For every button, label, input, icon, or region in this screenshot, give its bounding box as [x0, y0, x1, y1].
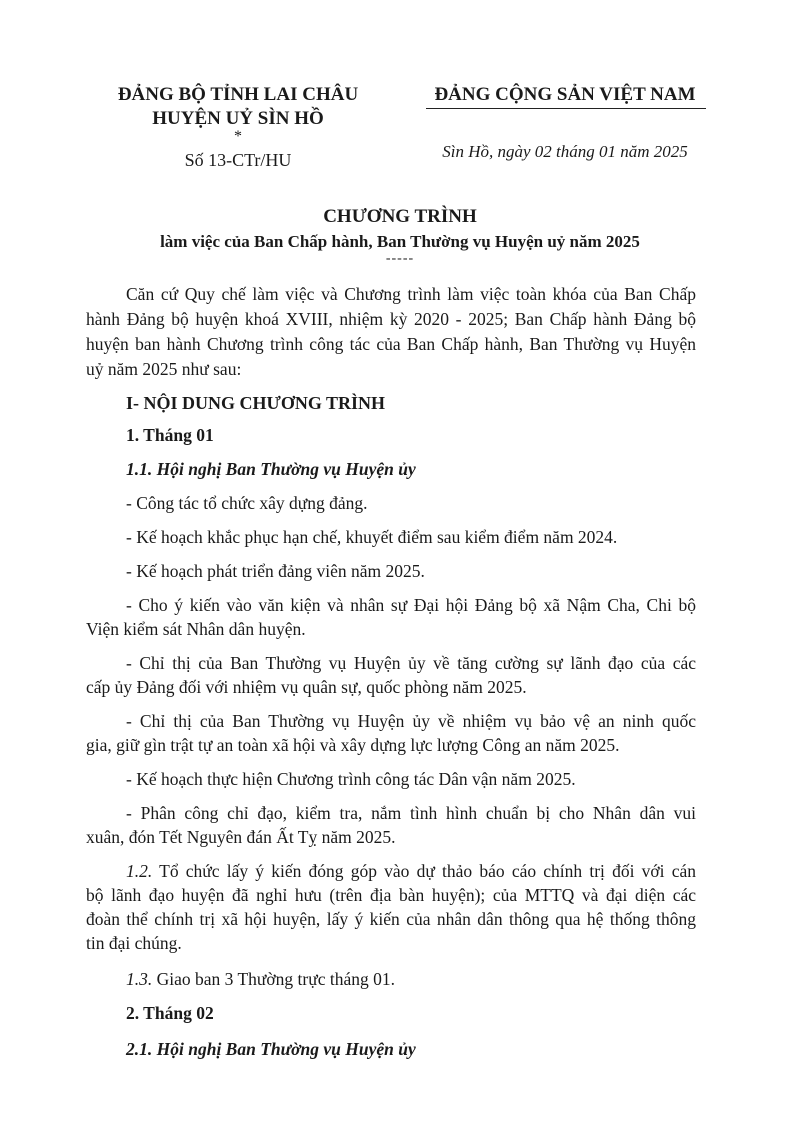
bullet-item-cont: xuân, đón Tết Nguyên đán Ất Tỵ năm 2025.: [86, 827, 396, 847]
subsection-heading: 2.1. Hội nghị Ban Thường vụ Huyện ủy: [126, 1039, 416, 1059]
intro-line: Căn cứ Quy chế làm việc và Chương trình làm việc toàn khóa của Ban Chấp: [126, 284, 696, 304]
title-divider: -----: [385, 251, 415, 266]
document-title: CHƯƠNG TRÌNH: [323, 206, 477, 227]
bullet-item: - Chỉ thị của Ban Thường vụ Huyện ủy về nhiệm vụ bảo vệ an ninh quốc: [126, 711, 696, 731]
bullet-item: - Chỉ thị của Ban Thường vụ Huyện ủy về tăng cường sự lãnh đạo của các: [126, 653, 696, 673]
bullet-item: - Cho ý kiến vào văn kiện và nhân sự Đại hội Đảng bộ xã Nậm Cha, Chi bộ: [126, 595, 696, 615]
bullet-item-cont: Viện kiểm sát Nhân dân huyện.: [86, 619, 306, 639]
bullet-item: - Phân công chỉ đạo, kiểm tra, nắm tình hình chuẩn bị cho Nhân dân vui: [126, 803, 696, 823]
bullet-item: - Kế hoạch thực hiện Chương trình công tác Dân vận năm 2025.: [126, 769, 576, 789]
item-1-3-label: 1.3.: [126, 969, 153, 989]
item-1-2-line: tin đại chúng.: [86, 933, 182, 953]
intro-line: hành Đảng bộ huyện khoá XVIII, nhiệm kỳ 2020 - 2025; Ban Chấp hành Đảng bộ: [86, 309, 696, 329]
intro-line: uỷ năm 2025 như sau:: [86, 359, 242, 379]
item-1-2-label: 1.2.: [126, 861, 153, 881]
section-heading: I- NỘI DUNG CHƯƠNG TRÌNH: [126, 393, 386, 413]
star-mark: *: [234, 128, 242, 145]
month-heading: 1. Tháng 01: [126, 425, 214, 445]
item-1-2-line: [126, 860, 696, 882]
bullet-item-cont: cấp ủy Đảng đối với nhiệm vụ quân sự, quốc phòng năm 2025.: [86, 677, 527, 697]
bullet-item: - Kế hoạch khắc phục hạn chế, khuyết điểm sau kiểm điểm năm 2024.: [126, 527, 618, 547]
item-1-3-text: Giao ban 3 Thường trực tháng 01.: [156, 969, 395, 989]
month-heading: 2. Tháng 02: [126, 1003, 214, 1023]
intro-line: huyện ban hành Chương trình công tác của Ban Chấp hành, Ban Thường vụ Huyện: [86, 334, 696, 354]
item-1-3-line: [126, 968, 395, 990]
item-1-2-line: bộ lãnh đạo huyện đã nghỉ hưu (trên địa bàn huyện); của MTTQ và đại diện các: [86, 885, 696, 905]
bullet-item: - Kế hoạch phát triển đảng viên năm 2025.: [126, 561, 425, 581]
document-number: Số 13-CTr/HU: [184, 150, 292, 170]
party-name: ĐẢNG CỘNG SẢN VIỆT NAM: [434, 84, 696, 105]
document-subtitle: làm việc của Ban Chấp hành, Ban Thường vụ Huyện uỷ năm 2025: [160, 232, 640, 251]
bullet-item: - Công tác tổ chức xây dựng đảng.: [126, 493, 368, 513]
place-date: Sìn Hồ, ngày 02 tháng 01 năm 2025: [442, 142, 688, 161]
item-1-2-line: đoàn thể chính trị xã hội huyện, lấy ý kiến của nhân dân thông qua hệ thống thông: [86, 909, 696, 929]
item-1-2-text: Tổ chức lấy ý kiến đóng góp vào dự thảo báo cáo chính trị đối với cán: [159, 861, 696, 881]
bullet-item-cont: gia, giữ gìn trật tự an toàn xã hội và xây dựng lực lượng Công an năm 2025.: [86, 735, 620, 755]
org-name-line1: ĐẢNG BỘ TỈNH LAI CHÂU: [117, 84, 359, 105]
subsection-heading: 1.1. Hội nghị Ban Thường vụ Huyện ủy: [126, 459, 416, 479]
party-name-underline: [426, 108, 706, 109]
org-name-line2: HUYỆN UỶ SÌN HỒ: [152, 108, 324, 129]
